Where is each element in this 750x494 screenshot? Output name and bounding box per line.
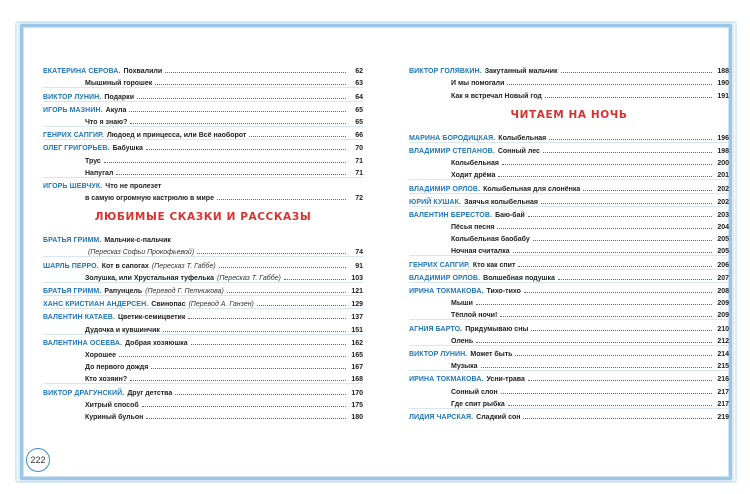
toc-title: Пёсья песня xyxy=(451,224,495,232)
toc-page-number: 198 xyxy=(717,147,729,155)
toc-title: Заячья колыбельная xyxy=(464,198,538,206)
toc-note: (Перевод Г. Петникова) xyxy=(145,288,224,295)
toc-page-number: 168 xyxy=(351,376,363,384)
dot-leader xyxy=(549,139,712,140)
toc-subentry[interactable] xyxy=(43,397,363,409)
toc-subentry[interactable] xyxy=(43,244,363,256)
dot-leader xyxy=(528,380,712,381)
toc-author: ОЛЕГ ГРИГОРЬЕВ. xyxy=(43,145,110,153)
dot-leader xyxy=(249,136,346,137)
toc-title: Усни-трава xyxy=(486,376,525,384)
toc-page-number: 216 xyxy=(717,376,729,384)
section-heading: ЧИТАЕМ НА НОЧЬ xyxy=(510,108,628,121)
toc-page-number: 214 xyxy=(717,350,729,358)
toc-title: Может быть xyxy=(470,350,513,358)
toc-subentry[interactable] xyxy=(409,167,729,179)
toc-entry[interactable] xyxy=(43,282,363,295)
dot-leader xyxy=(545,97,712,98)
toc-title: Колыбельная для слонёнка xyxy=(483,185,581,193)
dot-leader xyxy=(217,199,346,200)
toc-page-number: 215 xyxy=(717,363,729,371)
toc-author: БРАТЬЯ ГРИММ. xyxy=(43,237,102,245)
toc-author: ГЕНРИХ САПГИР. xyxy=(409,261,470,269)
toc-author: ВАЛЕНТИН БЕРЕСТОВ. xyxy=(409,211,493,219)
toc-title: Рапунцель xyxy=(104,288,143,295)
toc-subentry[interactable] xyxy=(409,219,729,231)
dot-leader xyxy=(146,418,346,419)
toc-title: Людоед и принцесса, или Всё наоборот xyxy=(106,132,247,140)
toc-author: ХАНС КРИСТИАН АНДЕРСЕН. xyxy=(43,301,149,309)
toc-note: (Пересказ Т. Габбе) xyxy=(151,262,216,270)
toc-subentry[interactable] xyxy=(409,155,729,167)
dot-leader xyxy=(155,84,346,85)
dot-leader xyxy=(142,406,346,407)
dot-leader xyxy=(518,266,712,267)
toc-subentry[interactable] xyxy=(43,409,363,421)
toc-author: ГЕНРИХ САПГИР. xyxy=(43,132,104,140)
dot-leader xyxy=(502,164,712,165)
toc-title: в самую огромную кастрюлю в мире xyxy=(85,195,214,203)
dot-leader xyxy=(227,292,346,293)
toc-title: Тёплой ночи! xyxy=(451,312,498,320)
toc-title: До первого дождя xyxy=(85,364,149,372)
toc-author: ВАЛЕНТИНА ОСЕЕВА. xyxy=(43,339,123,347)
toc-page-number: 71 xyxy=(355,157,363,165)
toc-title: Олень xyxy=(451,337,474,345)
toc-entry[interactable] xyxy=(409,255,729,268)
dot-leader xyxy=(501,393,712,394)
toc-entry[interactable] xyxy=(43,334,363,347)
toc-page-number: 63 xyxy=(355,80,363,88)
toc-entry[interactable] xyxy=(409,408,729,421)
toc-subentry[interactable] xyxy=(409,383,729,395)
dot-leader xyxy=(257,305,346,306)
toc-title: Что не пролезет xyxy=(105,182,162,190)
toc-title: И мы помогали xyxy=(451,80,505,88)
dot-leader xyxy=(533,240,712,241)
toc-author: ВЛАДИМИР ОРЛОВ. xyxy=(409,185,481,193)
dot-leader xyxy=(104,162,346,163)
dot-leader xyxy=(508,405,712,406)
toc-page-number: 196 xyxy=(717,134,729,142)
dot-leader xyxy=(513,252,712,253)
toc-left-column xyxy=(43,63,363,421)
toc-subentry[interactable] xyxy=(43,270,363,282)
dot-leader xyxy=(137,98,346,99)
toc-page-number: 167 xyxy=(351,364,363,372)
toc-page-number: 219 xyxy=(717,413,729,421)
dot-leader xyxy=(219,267,346,268)
toc-page-number: 64 xyxy=(355,93,363,101)
toc-entry[interactable] xyxy=(43,87,363,100)
toc-author: ИРИНА ТОКМАКОВА. xyxy=(409,288,484,295)
toc-page-number: 66 xyxy=(355,132,363,140)
toc-entry[interactable] xyxy=(409,319,729,332)
toc-subentry[interactable] xyxy=(409,87,729,99)
section-heading: ЛЮБИМЫЕ СКАЗКИ И РАССКАЗЫ xyxy=(94,211,312,224)
toc-author: ВЛАДИМИР ОРЛОВ. xyxy=(409,274,481,282)
toc-title: Ходит дрёма xyxy=(451,172,496,180)
dot-leader xyxy=(498,176,712,177)
toc-page-number: 137 xyxy=(351,314,363,322)
toc-page-number: 203 xyxy=(717,211,729,219)
toc-page-number: 74 xyxy=(355,249,363,257)
toc-page-number: 162 xyxy=(351,339,363,347)
dot-leader xyxy=(497,228,712,229)
dot-leader xyxy=(151,368,346,369)
toc-page-number: 175 xyxy=(351,401,363,409)
toc-title: Дудочка и кувшинчик xyxy=(85,326,160,334)
toc-author: ВИКТОР ДРАГУНСКИЙ. xyxy=(43,389,125,397)
toc-page-number: 190 xyxy=(717,80,729,88)
toc-title: Сонный слон xyxy=(451,388,498,396)
toc-subentry[interactable] xyxy=(409,333,729,345)
toc-page-number: 217 xyxy=(717,388,729,396)
toc-author: АГНИЯ БАРТО. xyxy=(409,325,463,333)
dot-leader xyxy=(481,367,713,368)
toc-title: Придумываю сны xyxy=(465,325,529,333)
toc-entry[interactable] xyxy=(409,142,729,155)
toc-subentry[interactable] xyxy=(409,295,729,307)
toc-title: Цветик-семицветик xyxy=(117,314,186,322)
toc-title: Где спит рыбка xyxy=(451,400,505,408)
toc-page-number: 129 xyxy=(351,301,363,309)
toc-entry[interactable] xyxy=(409,179,729,192)
toc-subentry[interactable] xyxy=(43,75,363,87)
toc-title: Хорошее xyxy=(85,351,117,359)
dot-leader xyxy=(476,304,712,305)
toc-entry[interactable] xyxy=(409,193,729,206)
toc-subentry[interactable] xyxy=(43,359,363,371)
toc-entry[interactable] xyxy=(43,101,363,114)
toc-note: (Пересказ Т. Габбе) xyxy=(217,274,281,282)
page-frame xyxy=(20,24,732,480)
toc-title: Колыбельная xyxy=(498,134,547,142)
toc-page-number: 209 xyxy=(717,300,729,308)
dot-leader xyxy=(558,279,712,280)
dot-leader xyxy=(191,344,346,345)
toc-page-number: 62 xyxy=(355,68,363,76)
toc-author: ЕКАТЕРИНА СЕРОВА. xyxy=(43,68,121,76)
toc-author: ВИКТОР ЛУНИН. xyxy=(409,350,468,358)
toc-title: Свинопас xyxy=(151,301,186,309)
toc-subentry[interactable] xyxy=(43,114,363,126)
dot-leader xyxy=(515,355,712,356)
toc-subentry[interactable] xyxy=(409,243,729,255)
toc-title: Куриный бульон xyxy=(85,413,144,421)
toc-entry[interactable] xyxy=(43,232,363,244)
dot-leader xyxy=(130,380,346,381)
toc-entry[interactable] xyxy=(409,63,729,75)
toc-author: ИРИНА ТОКМАКОВА. xyxy=(409,376,484,384)
toc-entry[interactable] xyxy=(409,282,729,295)
toc-entry[interactable] xyxy=(409,345,729,358)
toc-page-number: 65 xyxy=(355,118,363,126)
toc-subentry[interactable] xyxy=(409,307,729,319)
toc-subentry[interactable] xyxy=(43,321,363,333)
toc-entry[interactable] xyxy=(43,126,363,139)
toc-author: ЛИДИЯ ЧАРСКАЯ. xyxy=(409,413,474,421)
toc-page-number: 191 xyxy=(717,92,729,100)
toc-page-number: 205 xyxy=(717,248,729,256)
page-number: 222 xyxy=(26,448,50,472)
toc-note: (Перевод А. Ганзен) xyxy=(188,301,254,309)
toc-page-number: 207 xyxy=(717,274,729,282)
toc-entry[interactable] xyxy=(43,139,363,152)
toc-title: Мальчик-с-пальчик xyxy=(104,237,171,245)
toc-page-number: 205 xyxy=(717,236,729,244)
toc-entry[interactable] xyxy=(409,130,729,142)
toc-page-number: 202 xyxy=(717,198,729,206)
dot-leader xyxy=(541,203,712,204)
toc-subentry[interactable] xyxy=(43,165,363,177)
toc-author: МАРИНА БОРОДИЦКАЯ. xyxy=(409,134,496,142)
toc-author: ЮРИЙ КУШАК. xyxy=(409,198,462,206)
toc-title: Тихо-тихо xyxy=(486,288,521,295)
toc-author: ВАЛЕНТИН КАТАЕВ. xyxy=(43,314,115,322)
toc-subentry[interactable] xyxy=(43,152,363,164)
dot-leader xyxy=(507,84,712,85)
toc-entry[interactable] xyxy=(43,308,363,321)
toc-title: Хитрый способ xyxy=(85,401,139,409)
toc-page-number: 103 xyxy=(351,274,363,282)
toc-author: ВИКТОР ГОЛЯВКИН. xyxy=(409,68,482,76)
toc-title: Подарки xyxy=(104,93,134,101)
toc-title: Похвалили xyxy=(123,68,163,76)
toc-page-number: 165 xyxy=(351,351,363,359)
toc-page-number: 180 xyxy=(351,413,363,421)
toc-page-number: 210 xyxy=(717,325,729,333)
toc-title: Кто как спит xyxy=(472,261,516,269)
toc-title: Колыбельная xyxy=(451,160,499,168)
toc-title: Кто хозяин? xyxy=(85,376,128,384)
dot-leader xyxy=(561,72,713,73)
dot-leader xyxy=(163,331,346,332)
toc-page-number: 202 xyxy=(717,185,729,193)
toc-title: Закутанный мальчик xyxy=(484,68,558,76)
toc-page-number: 121 xyxy=(351,288,363,295)
dot-leader xyxy=(523,418,712,419)
toc-entry[interactable] xyxy=(43,383,363,396)
toc-title: Напугал xyxy=(85,169,114,177)
dot-leader xyxy=(500,316,712,317)
toc-author: БРАТЬЯ ГРИММ. xyxy=(43,288,102,295)
dot-leader xyxy=(528,216,712,217)
toc-entry[interactable] xyxy=(409,370,729,383)
toc-page-number: 65 xyxy=(355,106,363,114)
toc-entry[interactable] xyxy=(43,177,363,190)
toc-title: Баю-бай xyxy=(495,211,525,219)
dot-leader xyxy=(531,330,712,331)
toc-entry[interactable] xyxy=(43,256,363,269)
dot-leader xyxy=(146,149,346,150)
toc-author: ИГОРЬ МАЗНИН. xyxy=(43,106,103,114)
toc-author: ШАРЛЬ ПЕРРО. xyxy=(43,262,99,270)
toc-title: Золушка, или Хрустальная туфелька xyxy=(85,274,215,282)
toc-page-number: 204 xyxy=(717,224,729,232)
toc-title: Музыка xyxy=(451,363,478,371)
toc-title: Волшебная подушка xyxy=(483,274,555,282)
toc-title: Мыши xyxy=(451,300,473,308)
toc-page-number: 206 xyxy=(717,261,729,269)
toc-subentry[interactable] xyxy=(43,371,363,383)
dot-leader xyxy=(116,174,346,175)
toc-entry[interactable] xyxy=(43,63,363,75)
toc-title: Что я знаю? xyxy=(85,118,128,126)
toc-entry[interactable] xyxy=(409,206,729,219)
dot-leader xyxy=(175,394,346,395)
toc-subentry[interactable] xyxy=(43,347,363,359)
toc-page-number: 91 xyxy=(355,262,363,270)
toc-title: Трус xyxy=(85,157,101,165)
toc-page-number: 208 xyxy=(717,288,729,295)
dot-leader xyxy=(543,152,712,153)
toc-title: Сладкий сон xyxy=(476,413,521,421)
toc-author: ВЛАДИМИР СТЕПАНОВ. xyxy=(409,147,495,155)
toc-subentry[interactable] xyxy=(43,190,363,202)
toc-page-number: 217 xyxy=(717,400,729,408)
dot-leader xyxy=(188,318,346,319)
toc-subentry[interactable] xyxy=(409,75,729,87)
dot-leader xyxy=(524,292,712,293)
toc-page-number: 212 xyxy=(717,337,729,345)
toc-right-column xyxy=(409,63,729,421)
toc-title: Как я встречал Новый год xyxy=(451,92,542,100)
toc-page-number: 72 xyxy=(355,195,363,203)
dot-leader xyxy=(129,111,346,112)
toc-title: Ночная считалка xyxy=(451,248,510,256)
toc-page-number: 200 xyxy=(717,160,729,168)
toc-subentry[interactable] xyxy=(409,396,729,408)
toc-page-number: 70 xyxy=(355,145,363,153)
toc-title: Бабушка xyxy=(112,145,143,153)
dot-leader xyxy=(119,356,346,357)
dot-leader xyxy=(284,279,346,280)
toc-author: ИГОРЬ ШЕВЧУК. xyxy=(43,182,103,190)
toc-page-number: 170 xyxy=(351,389,363,397)
dot-leader xyxy=(165,72,346,73)
toc-author: ВИКТОР ЛУНИН. xyxy=(43,93,102,101)
toc-entry[interactable] xyxy=(409,269,729,282)
dot-leader xyxy=(197,253,346,254)
toc-subentry[interactable] xyxy=(409,358,729,370)
toc-page-number: 71 xyxy=(355,169,363,177)
toc-page-number: 209 xyxy=(717,312,729,320)
toc-title: Колыбельная баобабу xyxy=(451,236,530,244)
toc-title: Друг детства xyxy=(127,389,173,397)
toc-subentry[interactable] xyxy=(409,231,729,243)
toc-entry[interactable] xyxy=(43,295,363,308)
toc-page-number: 151 xyxy=(351,326,363,334)
toc-note: (Пересказ Софьи Прокофьевой) xyxy=(88,249,195,257)
toc-title: Акула xyxy=(105,106,127,114)
toc-page-number: 188 xyxy=(717,68,729,76)
dot-leader xyxy=(476,342,712,343)
toc-title: Кот в сапогах xyxy=(101,262,149,270)
toc-title: Добрая хозяюшка xyxy=(125,339,188,347)
toc-page-number: 201 xyxy=(717,172,729,180)
toc-title: Мышиный горошек xyxy=(85,80,153,88)
toc-title: Сонный лес xyxy=(497,147,540,155)
dot-leader xyxy=(583,190,712,191)
dot-leader xyxy=(130,123,346,124)
